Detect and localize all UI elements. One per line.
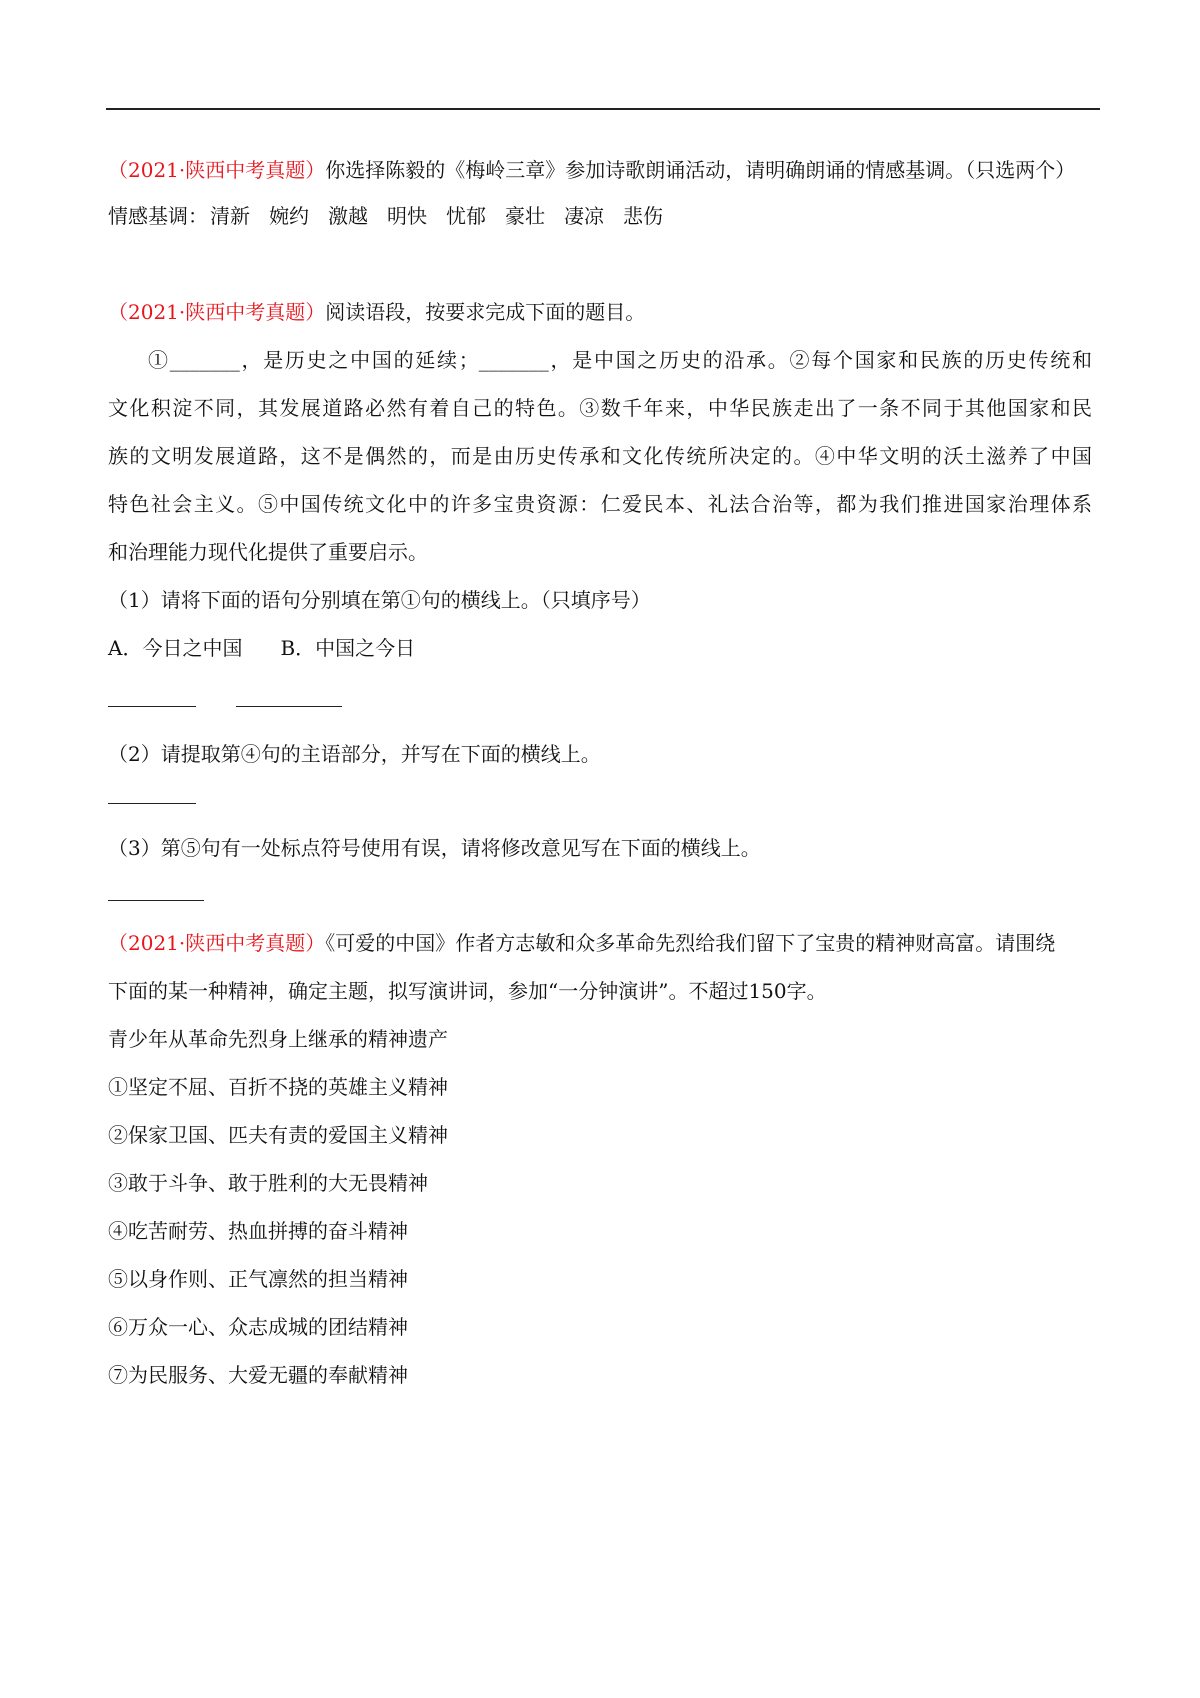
option-b: B．中国之今日 (280, 636, 416, 660)
passage-line: 特色社会主义。⑤中国传统文化中的许多宝贵资源：仁爱民本、礼法合治等，都为我们推进国家治理体系 (108, 492, 1092, 516)
passage-line: 文化积淀不同，其发展道路必然有着自己的特色。③数千年来，中华民族走出了一条不同于其他国家和民 (108, 396, 1092, 420)
q3-source: （2021·陕西中考真题） (108, 931, 326, 955)
q3-stem-line2: 下面的某一种精神，确定主题，拟写演讲词，参加“一分钟演讲”。不超过150字。 (108, 979, 827, 1003)
spirit-item: ④吃苦耐劳、热血拼搏的奋斗精神 (108, 1219, 408, 1243)
list-title: 青少年从革命先烈身上继承的精神遗产 (108, 1027, 448, 1051)
mood-option: 激越 (328, 204, 368, 228)
spirit-item: ⑦为民服务、大爱无疆的奉献精神 (108, 1363, 408, 1387)
q3-stem: （2021·陕西中考真题）《可爱的中国》作者方志敏和众多革命先烈给我们留下了宝贵的精神财高富。请围绕 (108, 931, 1056, 955)
q1-moods (108, 203, 682, 229)
answer-blank-1a[interactable] (108, 706, 196, 707)
spirit-item: ⑤以身作则、正气凛然的担当精神 (108, 1267, 408, 1291)
q2-stem: （2021·陕西中考真题）阅读语段，按要求完成下面的题目。 (108, 300, 646, 324)
answer-blank-3[interactable] (108, 900, 204, 901)
q2-sub1: （1）请将下面的语句分别填在第①句的横线上。（只填序号） (108, 588, 651, 612)
answer-blank-2[interactable] (108, 803, 196, 804)
q2-sub2: （2）请提取第④句的主语部分，并写在下面的横线上。 (108, 742, 601, 766)
passage-line: 和治理能力现代化提供了重要启示。 (108, 540, 428, 564)
spirit-item: ①坚定不屈、百折不挠的英雄主义精神 (108, 1075, 448, 1099)
mood-label: 情感基调： (108, 204, 208, 228)
header-rule (106, 108, 1100, 110)
q1-source: （2021·陕西中考真题） (108, 158, 326, 182)
mood-option: 凄凉 (564, 204, 604, 228)
answer-blank-1b[interactable] (236, 706, 342, 707)
mood-option: 清新 (210, 204, 250, 228)
mood-option: 悲伤 (623, 204, 663, 228)
mood-option: 豪壮 (505, 204, 545, 228)
option-a: A．今日之中国 (108, 636, 243, 660)
spirit-item: ⑥万众一心、众志成城的团结精神 (108, 1315, 408, 1339)
q2-sub3: （3）第⑤句有一处标点符号使用有误，请将修改意见写在下面的横线上。 (108, 836, 761, 860)
mood-option: 明快 (387, 204, 427, 228)
passage-line: 族的文明发展道路，这不是偶然的，而是由历史传承和文化传统所决定的。④中华文明的沃土滋养了中国 (108, 444, 1092, 468)
mood-option: 忧郁 (446, 204, 486, 228)
mood-option: 婉约 (269, 204, 309, 228)
spirit-item: ②保家卫国、匹夫有责的爱国主义精神 (108, 1123, 448, 1147)
passage-line: ①_______，是历史之中国的延续；_______，是中国之历史的沿承。②每个国家和民族的历史传统和 (148, 348, 1092, 372)
spirit-item: ③敢于斗争、敢于胜利的大无畏精神 (108, 1171, 428, 1195)
q2-source: （2021·陕西中考真题） (108, 300, 326, 324)
q2-options (108, 635, 415, 661)
q1-stem: （2021·陕西中考真题）你选择陈毅的《梅岭三章》参加诗歌朗诵活动，请明确朗诵的情感基调。（只选两个） (108, 158, 1076, 182)
